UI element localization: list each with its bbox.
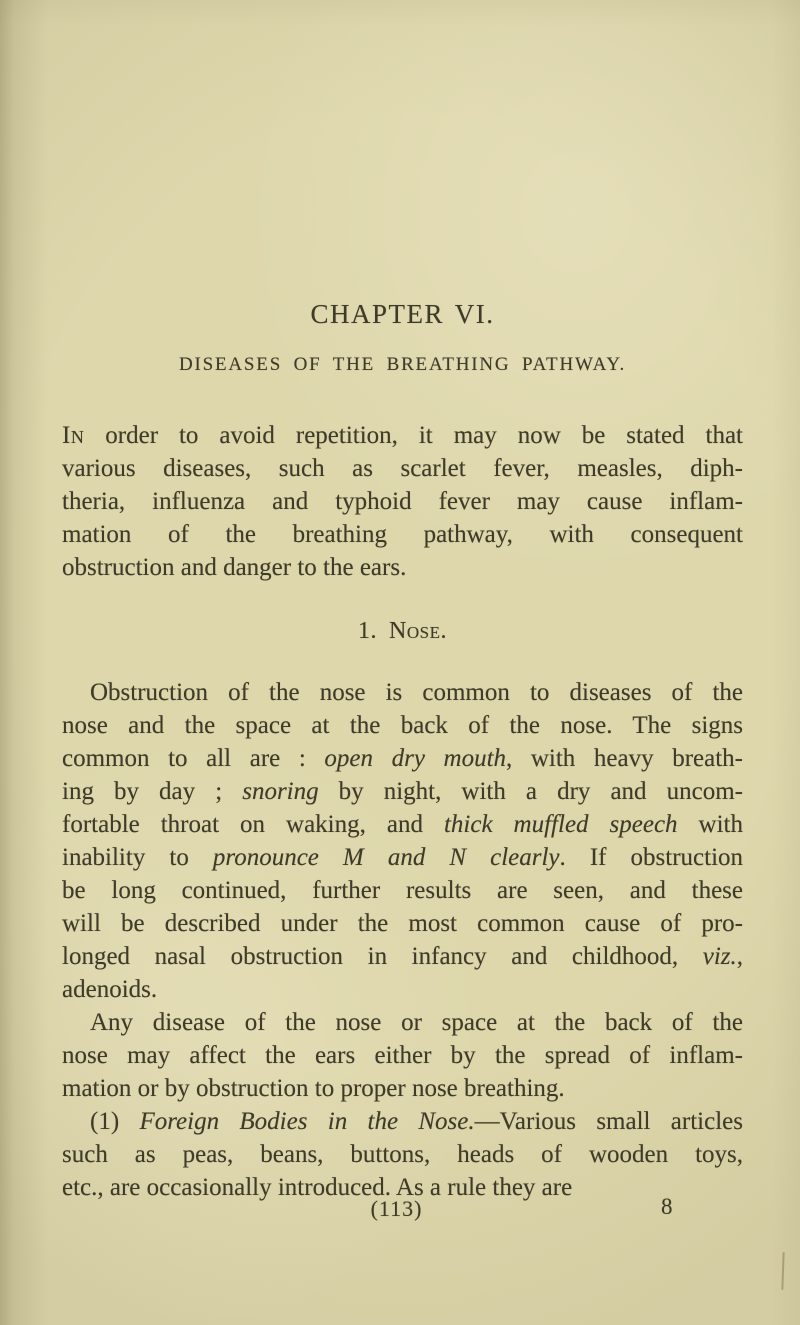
paragraph [62, 419, 743, 584]
text-segment: with [677, 811, 743, 838]
text-segment: Foreign Bodies in the Nose. [139, 1108, 475, 1135]
text-segment: order to avoid repetition, it may now be stated that [84, 422, 743, 449]
text-segment: nose may affect the ears either by the spread of inflam- [62, 1042, 743, 1069]
text-segment: , [736, 943, 743, 970]
text-segment: mation or by obstruction to proper nose breathing. [62, 1075, 565, 1102]
text-segment: etc., are occasionally introduced. As a rule they are [62, 1174, 573, 1201]
text-segment: be long continued, further results are seen, and these [62, 877, 743, 904]
body-text [62, 419, 743, 1204]
text-segment: adenoids. [62, 976, 158, 1003]
paragraph [62, 676, 743, 1006]
text-segment: mation of the breathing pathway, with consequent [62, 521, 743, 548]
text-segment: (1) [90, 1108, 140, 1135]
text-line [62, 709, 743, 742]
text-line [62, 1006, 743, 1039]
text-line [62, 1072, 743, 1105]
text-line [62, 742, 743, 775]
text-line [62, 518, 743, 551]
text-line [62, 874, 743, 907]
section-heading [62, 615, 743, 648]
text-segment: nose and the space at the back of the nose. The signs [62, 712, 743, 739]
text-line [62, 808, 743, 841]
text-segment: viz. [702, 943, 737, 970]
text-segment: theria, influenza and typhoid fever may cause inflam- [62, 488, 743, 515]
text-line [62, 1039, 743, 1072]
text-segment: common to all are : [62, 745, 325, 772]
text-segment: snoring [242, 778, 319, 805]
text-segment: pronounce M and N clearly [212, 844, 560, 871]
text-line [62, 907, 743, 940]
text-line [62, 551, 743, 584]
text-line [62, 940, 743, 973]
text-line [62, 775, 743, 808]
text-segment: obstruction and danger to the ears. [62, 554, 407, 581]
text-segment: longed nasal obstruction in infancy and childhood, [62, 943, 703, 970]
chapter-subtitle: DISEASES OF THE BREATHING PATHWAY. [178, 354, 626, 375]
text-segment: fortable throat on waking, and [62, 811, 444, 838]
text-segment: , with heavy breath- [506, 745, 743, 772]
text-line [62, 1138, 743, 1171]
text-segment: Obstruction of the nose is common to diseases of the [90, 679, 743, 706]
text-segment: various diseases, such as scarlet fever, measles, diph- [62, 455, 743, 482]
text-segment: —Various small articles [474, 1108, 743, 1135]
text-line [62, 452, 743, 485]
text-segment: such as peas, beans, buttons, heads of wooden toys, [62, 1141, 743, 1168]
paragraph [62, 1006, 743, 1105]
text-segment: will be described under the most common cause of pro- [62, 910, 743, 937]
signature-mark: 8 [661, 1194, 673, 1219]
chapter-title: CHAPTER VI. [310, 299, 495, 329]
text-segment: open dry mouth [324, 745, 507, 772]
text-segment: ing by day ; [62, 778, 243, 805]
section-title: Nose. [389, 618, 447, 644]
text-segment: by night, with a dry and uncom- [318, 778, 743, 805]
text-line [62, 676, 743, 709]
footer-page-number: (113) [370, 1196, 423, 1221]
paper-scratch-mark [781, 1252, 784, 1290]
text-line [62, 485, 743, 518]
text-line [62, 841, 743, 874]
section-number: 1. [358, 618, 378, 644]
paragraph [62, 1105, 743, 1204]
text-line [62, 419, 743, 452]
text-line [62, 973, 743, 1006]
text-segment: thick muffled speech [443, 811, 678, 838]
text-segment: . If obstruction [559, 844, 744, 871]
text-segment: inability to [62, 844, 213, 871]
text-segment: Any disease of the nose or space at the back of the [90, 1009, 743, 1036]
text-segment: In [62, 422, 85, 449]
text-line [62, 1105, 743, 1138]
